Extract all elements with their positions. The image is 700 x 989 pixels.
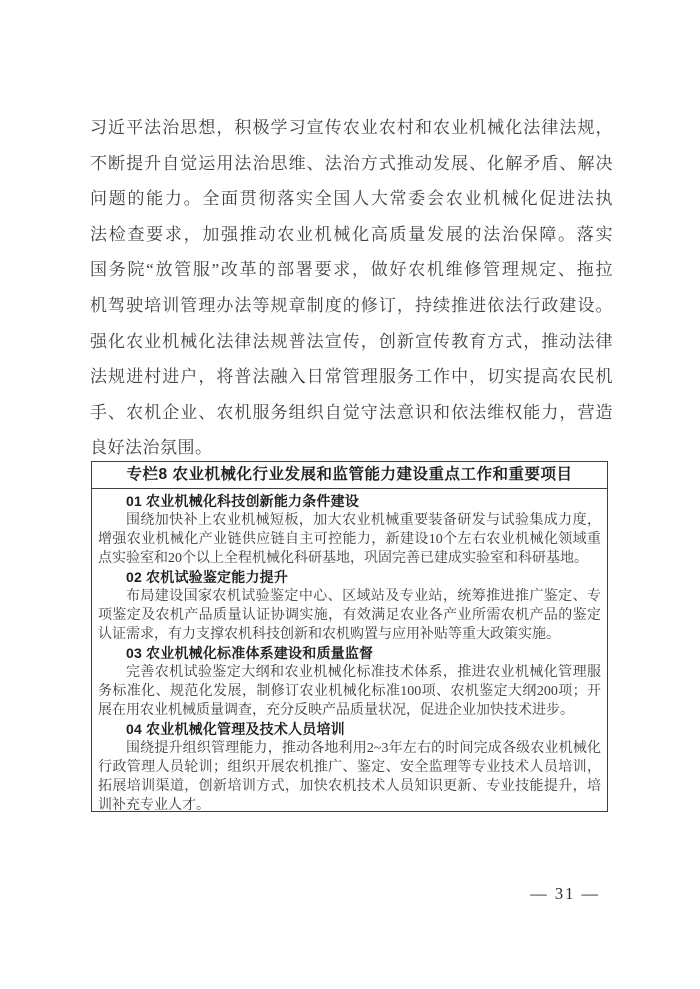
panel-item-heading: 02 农机试验鉴定能力提升	[126, 569, 289, 585]
panel-item-body: 围绕加快补上农业机械短板，加大农业机械重要装备研发与试验集成力度，增强农业机械化产业链供应链自主可控能力，新建设10个左右农业机械化领域重点实验室和20个以上全程机械化科研基地，巩固完善已建成实验室和科研基地。	[98, 513, 601, 566]
body-text-line: 国务院“放管服”改革的部署要求，做好农机维修管理规定、拖拉	[90, 260, 613, 280]
body-text-line: 强化农业机械化法律法规普法宣传，创新宣传教育方式，推动法律	[90, 331, 613, 351]
highlight-box-body	[92, 489, 607, 815]
panel-item-body: 完善农机试验鉴定大纲和农业机械化标准技术体系，推进农业机械化管理服务标准化、规范化发展，制修订农业机械化标准100项、农机鉴定大纲200项；开展在用农业机械质量调查，充分反映产品质量状况，促进企业加快技术进步。	[98, 665, 601, 718]
highlight-box-title: 专栏8 农业机械化行业发展和监管能力建设重点工作和重要项目	[92, 462, 607, 489]
body-text-line: 机驾驶培训管理办法等规章制度的修订，持续推进依法行政建设。	[90, 295, 613, 315]
body-text-line: 问题的能力。全面贯彻落实全国人大常委会农业机械化促进法执	[90, 189, 613, 209]
panel-item-body: 围绕提升组织管理能力，推动各地利用2~3年左右的时间完成各级农业机械化行政管理人员轮训；组织开展农机推广、鉴定、安全监理等专业技术人员培训，拓展培训渠道，创新培训方式，加快农机技术人员知识更新、专业技能提升，培训补充专业人才。	[98, 741, 601, 813]
panel-item-body: 布局建设国家农机试验鉴定中心、区域站及专业站，统筹推进推广鉴定、专项鉴定及农机产品质量认证协调实施，有效满足农业各产业所需农机产品的鉴定认证需求，有力支撑农机科技创新和农机购置与应用补贴等重大政策实施。	[98, 589, 601, 642]
body-text-line: 不断提升自觉运用法治思维、法治方式推动发展、化解矛盾、解决	[90, 153, 613, 173]
page-number: — 31 —	[530, 884, 600, 903]
body-text-line: 良好法治氛围。	[90, 438, 213, 458]
body-text-line: 习近平法治思想，积极学习宣传农业农村和农业机械化法律法规，	[90, 118, 613, 137]
body-text-line: 手、农机企业、农机服务组织自觉守法意识和依法维权能力，营造	[90, 402, 613, 422]
highlight-box	[91, 461, 608, 812]
body-text-line: 法规进村进户，将普法融入日常管理服务工作中，切实提高农民机	[90, 367, 613, 387]
paragraph-continuation	[90, 110, 613, 466]
panel-item-heading: 04 农业机械化管理及技术人员培训	[126, 721, 345, 737]
panel-item-heading: 03 农业机械化标准体系建设和质量监督	[126, 645, 374, 661]
panel-item-heading: 01 农业机械化科技创新能力条件建设	[126, 493, 360, 509]
body-text-line: 法检查要求，加强推动农业机械化高质量发展的法治保障。落实	[90, 224, 613, 244]
